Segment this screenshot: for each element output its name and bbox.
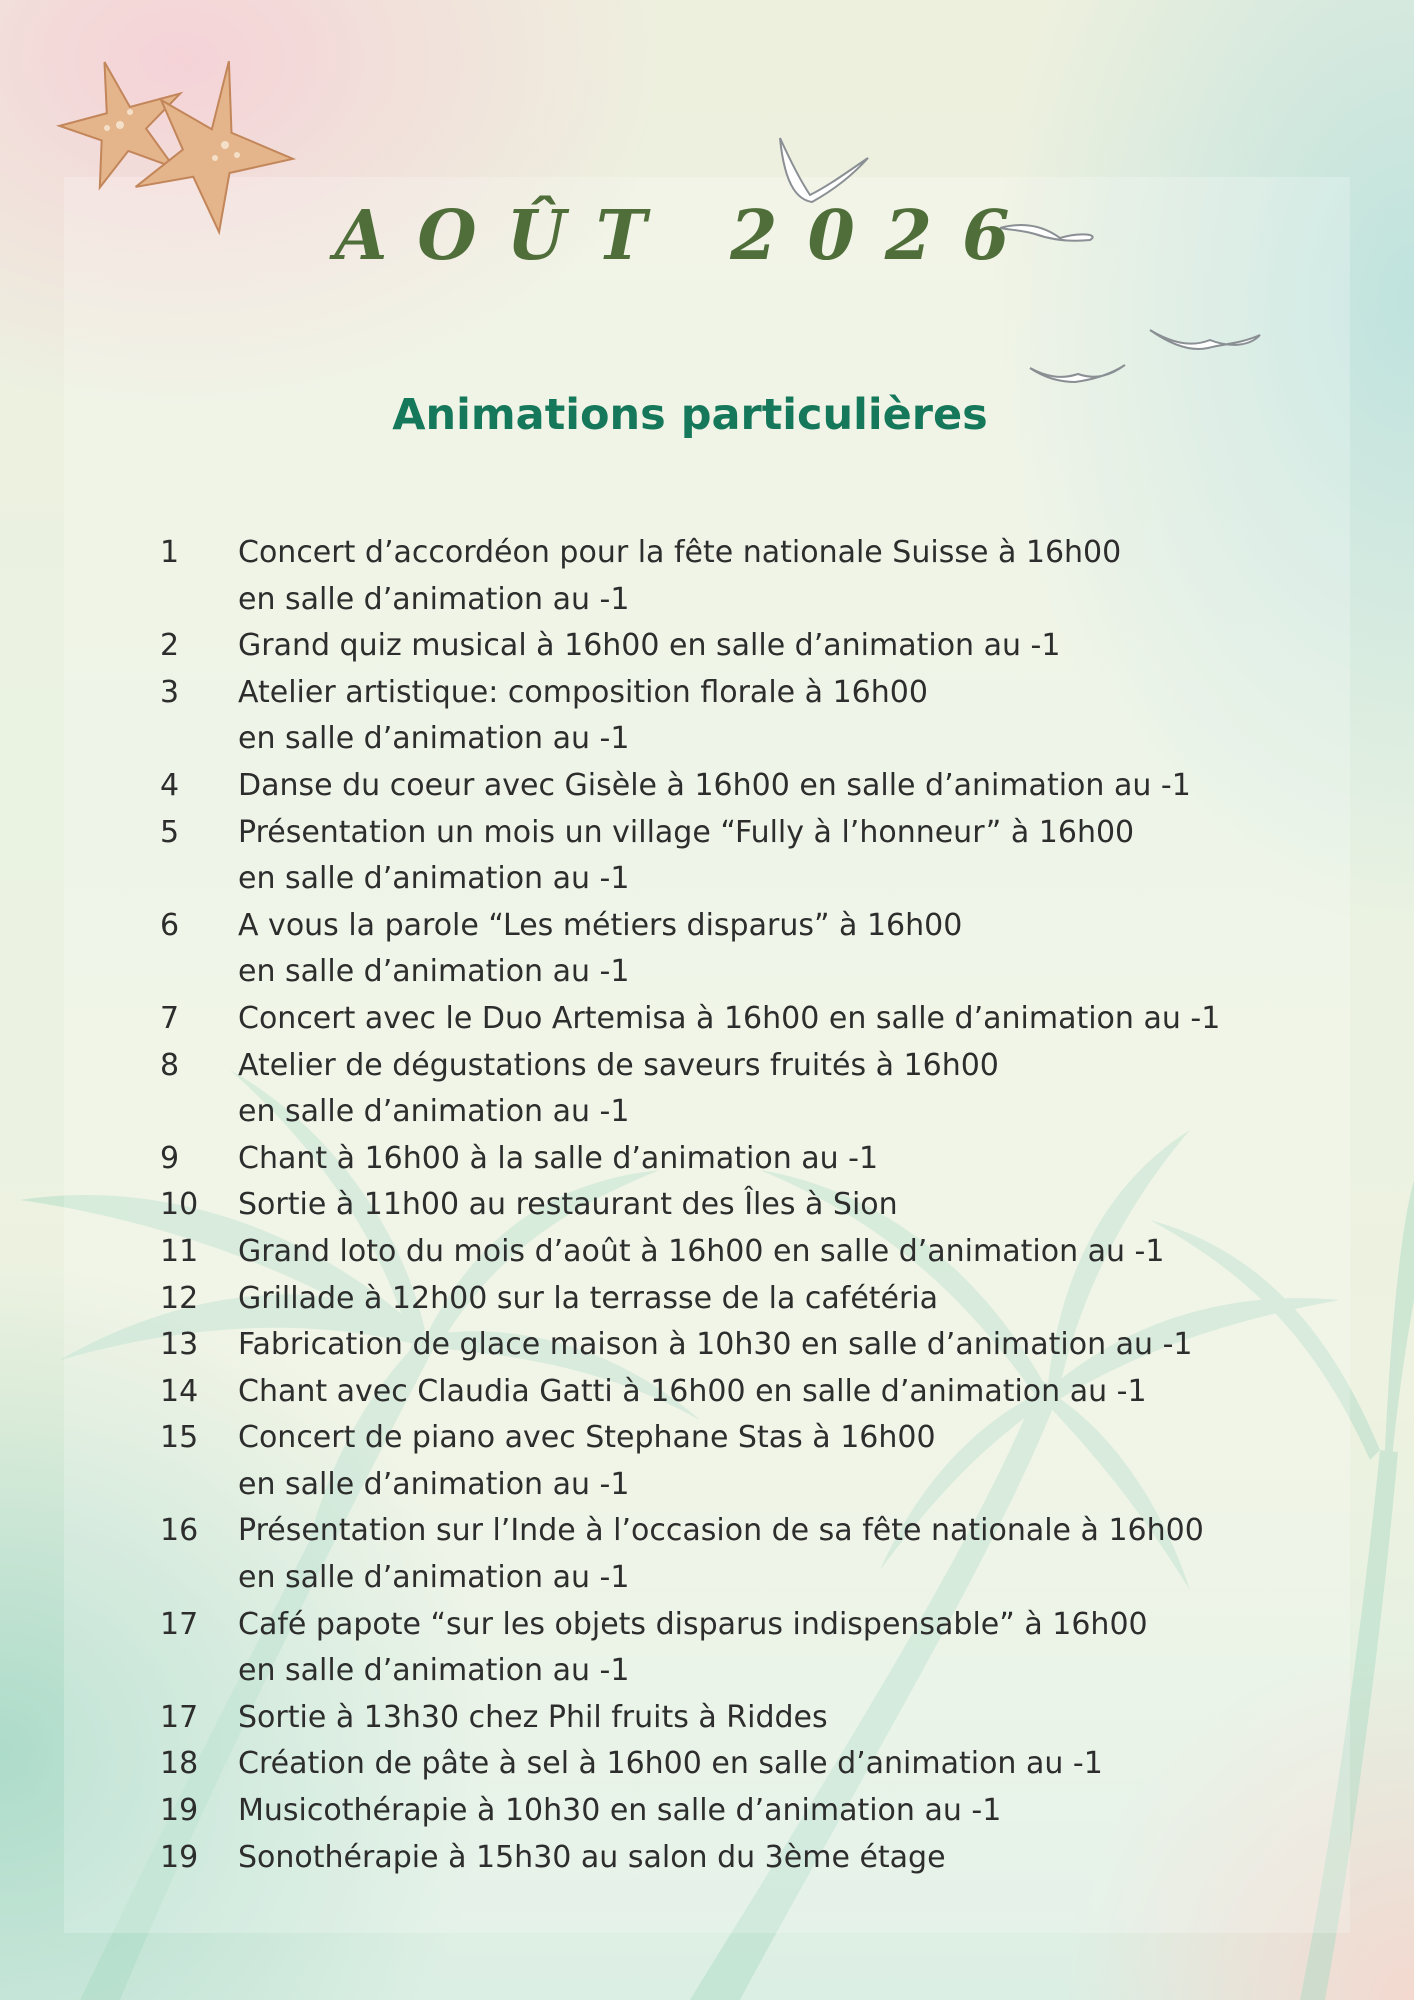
list-item — [160, 530, 1290, 623]
event-day: 5 — [160, 814, 180, 850]
month-title: AOÛT 2026 — [334, 196, 1040, 276]
list-item — [160, 1369, 1290, 1416]
list-item — [160, 1136, 1290, 1183]
event-description: Grand loto du mois d’août à 16h00 en salle d’animation au -1 — [238, 1233, 1165, 1269]
list-item — [160, 1276, 1290, 1323]
events-list — [160, 530, 1290, 1881]
list-item — [160, 670, 1290, 763]
list-item — [160, 810, 1290, 903]
list-item — [160, 1835, 1290, 1882]
event-description: Sonothérapie à 15h30 au salon du 3ème étage — [238, 1839, 946, 1875]
list-item — [160, 1508, 1290, 1601]
event-description: A vous la parole “Les métiers disparus” à 16h00 en salle d’animation au -1 — [238, 907, 963, 990]
list-item — [160, 763, 1290, 810]
event-description: Atelier de dégustations de saveurs fruités à 16h00 en salle d’animation au -1 — [238, 1047, 999, 1130]
event-description: Chant à 16h00 à la salle d’animation au -1 — [238, 1140, 879, 1176]
page-subtitle: Animations particulières — [392, 390, 988, 440]
list-item — [160, 1695, 1290, 1742]
event-description: Danse du coeur avec Gisèle à 16h00 en salle d’animation au -1 — [238, 767, 1191, 803]
event-day: 17 — [160, 1699, 199, 1735]
event-description: Musicothérapie à 10h30 en salle d’animation au -1 — [238, 1793, 1002, 1829]
event-day: 1 — [160, 535, 180, 570]
event-day: 4 — [160, 767, 180, 803]
event-day: 2 — [160, 628, 180, 664]
event-day: 13 — [160, 1327, 199, 1363]
list-item — [160, 623, 1290, 670]
event-day: 17 — [160, 1606, 199, 1642]
event-day: 6 — [160, 907, 180, 943]
list-item — [160, 1788, 1290, 1835]
event-description: Présentation un mois un village “Fully à l’honneur” à 16h00 en salle d’animation au -1 — [238, 814, 1135, 897]
list-item — [160, 1322, 1290, 1369]
event-description: Concert de piano avec Stephane Stas à 16h00 en salle d’animation au -1 — [238, 1420, 936, 1502]
event-description: Chant avec Claudia Gatti à 16h00 en salle d’animation au -1 — [238, 1373, 1147, 1409]
list-item — [160, 1229, 1290, 1276]
event-description: Concert avec le Duo Artemisa à 16h00 en salle d’animation au -1 — [238, 1000, 1221, 1036]
event-day: 9 — [160, 1140, 180, 1176]
event-day: 19 — [160, 1793, 199, 1829]
list-item — [160, 1182, 1290, 1229]
event-day: 10 — [160, 1187, 199, 1223]
list-item — [160, 903, 1290, 996]
event-description: Sortie à 11h00 au restaurant des Îles à Sion — [238, 1187, 898, 1223]
event-description: Présentation sur l’Inde à l’occasion de sa fête nationale à 16h00 en salle d’animation au -1 — [238, 1513, 1204, 1596]
event-description: Café papote “sur les objets disparus indispensable” à 16h00 en salle d’animation au -1 — [238, 1606, 1148, 1689]
event-description: Grillade à 12h00 sur la terrasse de la cafétéria — [238, 1280, 939, 1316]
event-description: Grand quiz musical à 16h00 en salle d’animation au -1 — [238, 628, 1061, 664]
event-day: 12 — [160, 1280, 199, 1316]
event-day: 18 — [160, 1746, 199, 1782]
event-day: 7 — [160, 1000, 180, 1036]
event-day: 8 — [160, 1047, 180, 1083]
event-description: Atelier artistique: composition florale à 16h00 en salle d’animation au -1 — [238, 674, 928, 757]
event-description: Sortie à 13h30 chez Phil fruits à Riddes — [238, 1699, 828, 1735]
event-description: Fabrication de glace maison à 10h30 en salle d’animation au -1 — [238, 1327, 1193, 1363]
event-day: 15 — [160, 1420, 199, 1456]
list-item — [160, 1741, 1290, 1788]
list-item — [160, 1415, 1290, 1508]
event-description: Concert d’accordéon pour la fête nationale Suisse à 16h00 en salle d’animation au -1 — [238, 535, 1122, 617]
event-day: 14 — [160, 1373, 199, 1409]
event-description: Création de pâte à sel à 16h00 en salle d’animation au -1 — [238, 1746, 1103, 1782]
list-item — [160, 1602, 1290, 1695]
event-day: 11 — [160, 1233, 199, 1269]
event-day: 19 — [160, 1839, 199, 1875]
event-day: 16 — [160, 1513, 199, 1549]
list-item — [160, 996, 1290, 1043]
event-day: 3 — [160, 674, 180, 710]
list-item — [160, 1043, 1290, 1136]
